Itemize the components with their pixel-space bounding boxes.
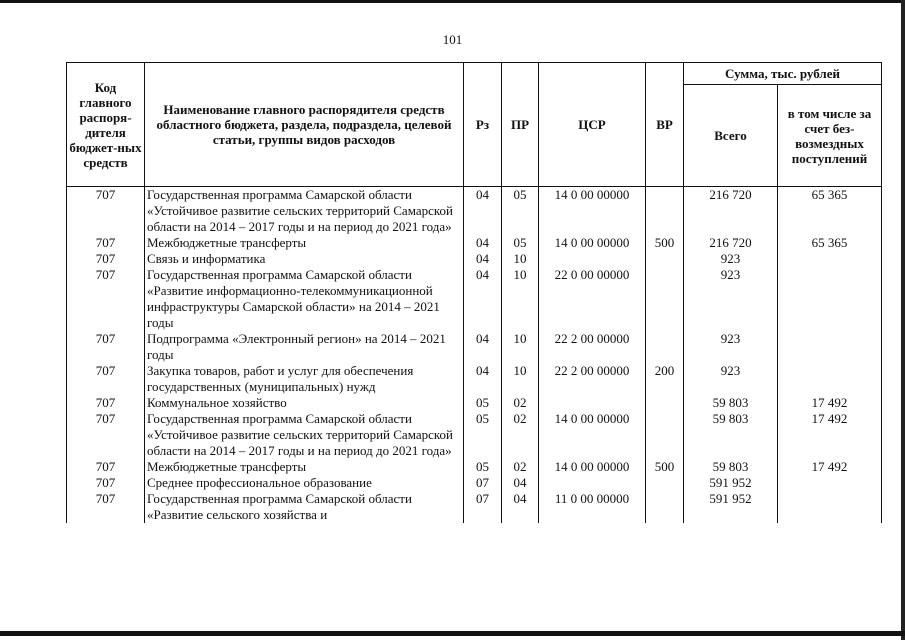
row-code: 707 [67,187,145,236]
row-name: Закупка товаров, работ и услуг для обеспечения государственных (муниципальных) нужд [145,363,464,395]
row-code: 707 [67,363,145,395]
row-name: Подпрограмма «Электронный регион» на 2014 – 2021 годы [145,331,464,363]
row-vr [646,251,684,267]
row-name: Государственная программа Самарской области «Устойчивое развитие сельских территорий Самарской области на 2014 – 2017 годы и на период до 2021 года» [145,187,464,236]
header-rz: Рз [464,63,502,187]
header-name: Наименование главного распорядителя средств областного бюджета, раздела, подраздела, целевой статьи, группы видов расходов [145,63,464,187]
row-pr: 10 [502,363,539,395]
table-row [67,411,882,459]
row-code: 707 [67,411,145,459]
row-csr: 14 0 00 00000 [539,459,646,475]
row-csr: 22 2 00 00000 [539,363,646,395]
row-vr [646,491,684,523]
row-name: Государственная программа Самарской области «Развитие информационно-телекоммуникационной инфраструктуры Самарской области» на 2014 – 2021 годы [145,267,464,331]
header-total: Всего [684,85,778,187]
table-row [67,459,882,475]
row-rz: 05 [464,395,502,411]
header-sum: Сумма, тыс. рублей [684,63,882,85]
budget-table [66,62,882,523]
row-csr: 11 0 00 00000 [539,491,646,523]
row-csr: 14 0 00 00000 [539,187,646,236]
row-code: 707 [67,331,145,363]
row-total: 591 952 [684,475,778,491]
row-rz: 04 [464,331,502,363]
row-total: 923 [684,363,778,395]
row-pr: 05 [502,235,539,251]
top-border [0,0,905,3]
row-vr: 500 [646,459,684,475]
table-row [67,395,882,411]
table-row [67,251,882,267]
row-incl [778,491,882,523]
row-incl: 65 365 [778,187,882,236]
table-row [67,363,882,395]
row-pr: 10 [502,251,539,267]
row-code: 707 [67,395,145,411]
row-pr: 02 [502,411,539,459]
row-csr: 22 2 00 00000 [539,331,646,363]
row-incl: 17 492 [778,459,882,475]
table-row [67,235,882,251]
table-row [67,475,882,491]
row-name: Государственная программа Самарской области «Устойчивое развитие сельских территорий Самарской области на 2014 – 2017 годы и на период до 2021 года» [145,411,464,459]
row-pr: 10 [502,331,539,363]
row-rz: 05 [464,411,502,459]
row-vr [646,475,684,491]
row-rz: 04 [464,363,502,395]
row-incl [778,267,882,331]
row-rz: 04 [464,251,502,267]
row-total: 923 [684,331,778,363]
row-rz: 04 [464,187,502,236]
row-rz: 05 [464,459,502,475]
row-incl [778,475,882,491]
row-vr: 200 [646,363,684,395]
row-rz: 07 [464,491,502,523]
row-csr: 14 0 00 00000 [539,411,646,459]
row-name: Среднее профессиональное образование [145,475,464,491]
table-row [67,331,882,363]
row-total: 923 [684,267,778,331]
row-vr [646,187,684,236]
row-incl: 17 492 [778,395,882,411]
row-csr [539,395,646,411]
row-total: 59 803 [684,411,778,459]
row-code: 707 [67,475,145,491]
row-csr [539,475,646,491]
row-total: 59 803 [684,395,778,411]
table-row [67,491,882,523]
page-number: 101 [442,32,463,47]
row-total: 216 720 [684,235,778,251]
row-csr [539,251,646,267]
row-total: 59 803 [684,459,778,475]
table-row [67,187,882,236]
row-csr: 22 0 00 00000 [539,267,646,331]
right-edge [901,0,905,640]
row-code: 707 [67,491,145,523]
row-pr: 05 [502,187,539,236]
row-name: Коммунальное хозяйство [145,395,464,411]
row-rz: 04 [464,235,502,251]
row-incl [778,251,882,267]
row-vr: 500 [646,235,684,251]
row-pr: 04 [502,475,539,491]
row-vr [646,267,684,331]
row-rz: 07 [464,475,502,491]
bottom-border [0,631,905,636]
row-vr [646,395,684,411]
row-pr: 10 [502,267,539,331]
row-incl: 65 365 [778,235,882,251]
header-incl: в том числе за счет без-возмездных поступлений [778,85,882,187]
row-csr: 14 0 00 00000 [539,235,646,251]
header-code: Код главного распоря-дителя бюджет-ных средств [67,63,145,187]
row-name: Межбюджетные трансферты [145,459,464,475]
row-incl: 17 492 [778,411,882,459]
row-name: Связь и информатика [145,251,464,267]
row-code: 707 [67,251,145,267]
row-total: 591 952 [684,491,778,523]
row-code: 707 [67,235,145,251]
row-vr [646,331,684,363]
row-code: 707 [67,267,145,331]
row-rz: 04 [464,267,502,331]
row-incl [778,363,882,395]
row-pr: 04 [502,491,539,523]
row-pr: 02 [502,395,539,411]
header-pr: ПР [502,63,539,187]
row-total: 923 [684,251,778,267]
row-name: Межбюджетные трансферты [145,235,464,251]
header-vr: ВР [646,63,684,187]
row-vr [646,411,684,459]
header-csr: ЦСР [539,63,646,187]
row-name: Государственная программа Самарской области «Развитие сельского хозяйства и [145,491,464,523]
row-total: 216 720 [684,187,778,236]
row-incl [778,331,882,363]
row-code: 707 [67,459,145,475]
row-pr: 02 [502,459,539,475]
table-row [67,267,882,331]
